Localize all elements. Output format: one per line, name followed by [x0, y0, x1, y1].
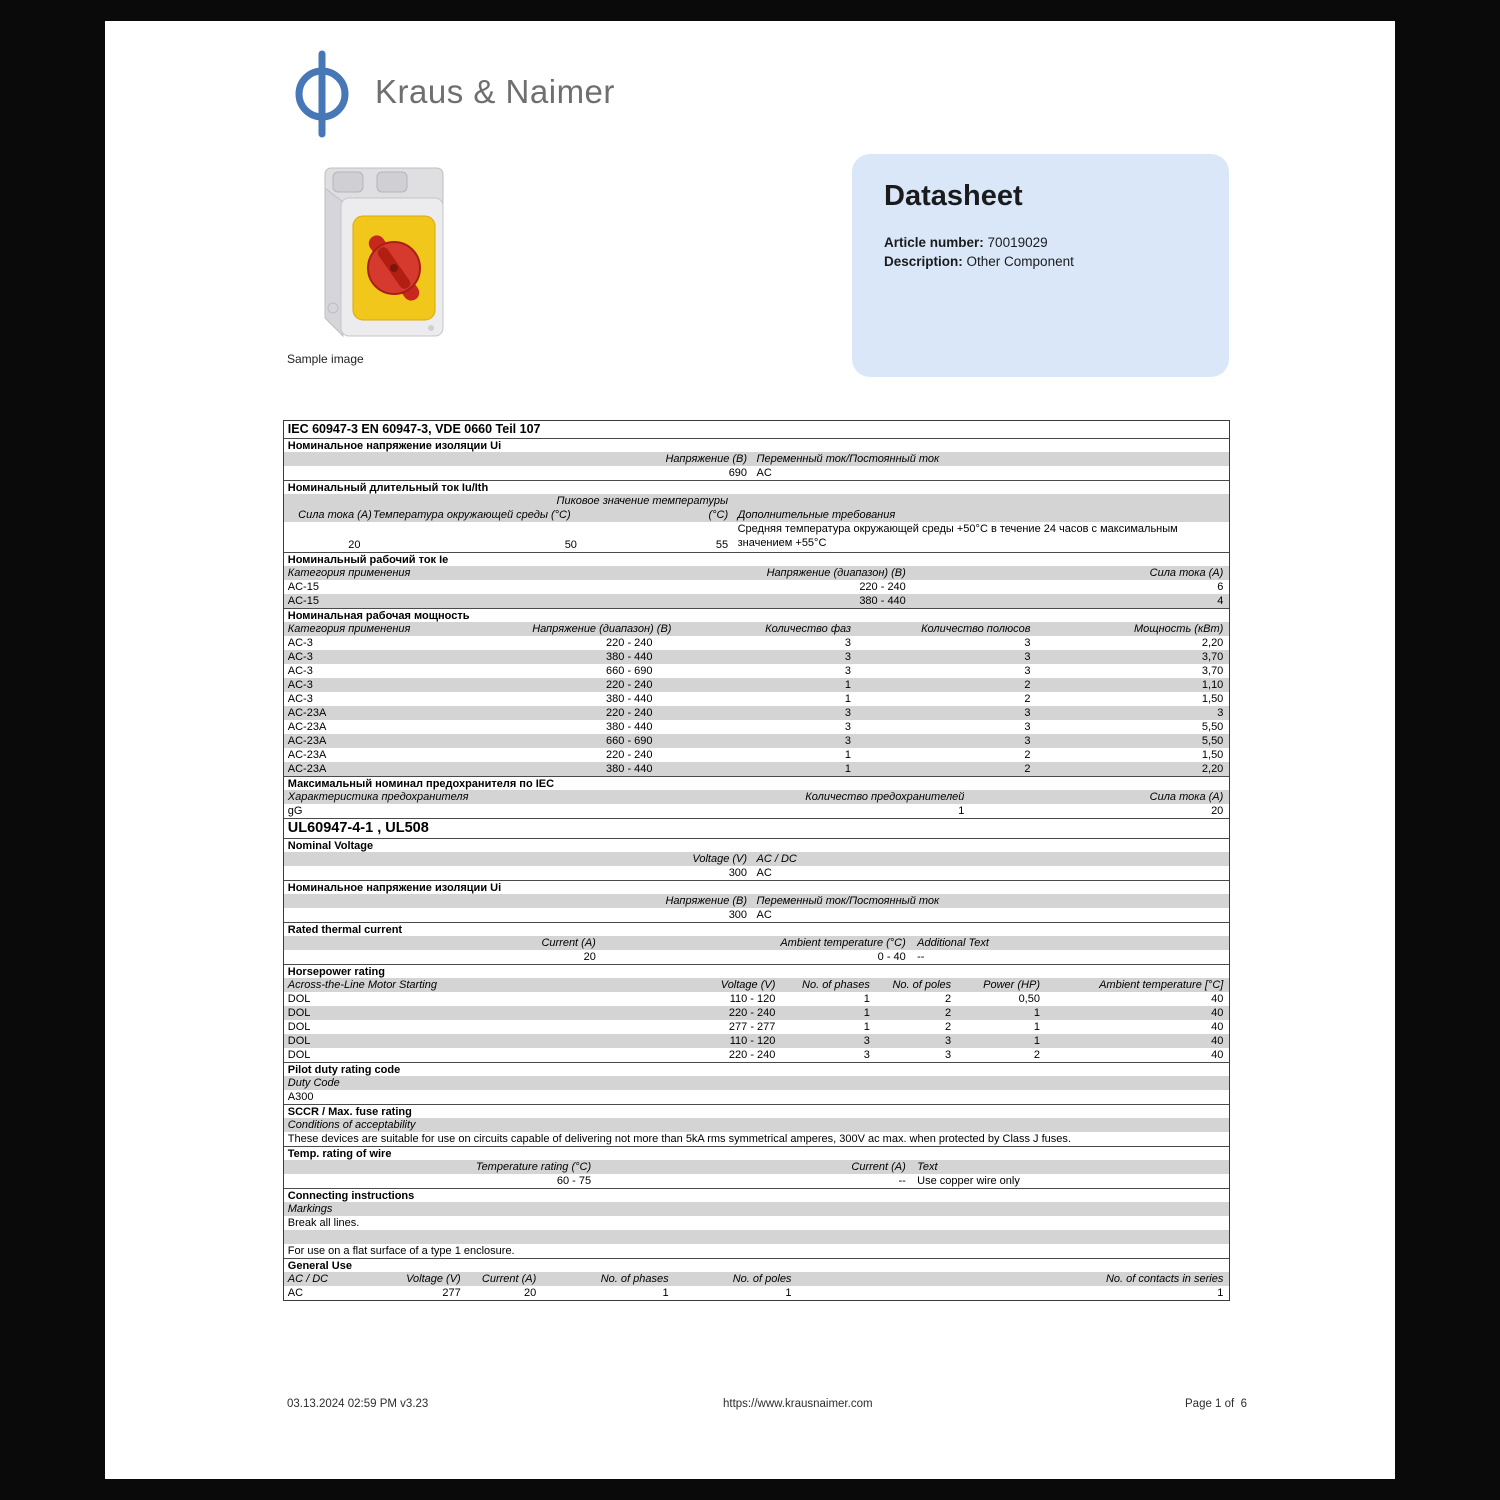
table-row	[284, 936, 1229, 950]
table-cell: Номинальный длительный ток Iu/Ith	[287, 482, 489, 494]
table-cell: Connecting instructions	[287, 1190, 415, 1202]
table-cell: AC-3	[287, 651, 313, 663]
table-row	[284, 804, 1229, 818]
table-cell: 40	[1211, 1049, 1224, 1061]
table-cell: Current (A)	[851, 1161, 906, 1173]
table-cell: 40	[1211, 1007, 1224, 1019]
footer-url[interactable]: https://www.krausnaimer.com	[723, 1398, 873, 1410]
table-section-row	[284, 1188, 1229, 1202]
table-cell: 2	[1033, 1049, 1040, 1061]
table-row	[284, 650, 1229, 664]
table-row	[284, 522, 1229, 552]
table-cell: Temp. rating of wire	[287, 1148, 392, 1160]
table-cell: 4	[1217, 595, 1224, 607]
table-row	[284, 1160, 1229, 1174]
table-cell: No. of phases	[802, 979, 870, 991]
description-label: Description:	[884, 254, 963, 269]
table-cell: Количество полюсов	[921, 623, 1031, 635]
table-section-row	[284, 964, 1229, 978]
table-row	[284, 664, 1229, 678]
table-section-row	[284, 1146, 1229, 1160]
table-cell: 300	[728, 867, 748, 879]
table-cell: DOL	[287, 1021, 311, 1033]
table-cell: DOL	[287, 1049, 311, 1061]
table-cell: 1	[1033, 1007, 1040, 1019]
sample-image-caption: Sample image	[287, 352, 364, 366]
table-cell: Voltage (V)	[720, 979, 776, 991]
table-row	[284, 452, 1229, 466]
table-section-row	[284, 838, 1229, 852]
table-cell: These devices are suitable for use on circuits capable of delivering not more than 5kA rms symmetrical amperes, 300V ac max. when protected by Class J fuses.	[287, 1133, 1071, 1145]
table-cell: 660 - 690	[606, 735, 653, 747]
article-number-label: Article number:	[884, 235, 984, 250]
table-cell: 2,20	[1201, 763, 1224, 775]
table-cell: 220 - 240	[606, 749, 653, 761]
table-cell: 277 - 277	[728, 1021, 776, 1033]
table-cell: 380 - 440	[606, 763, 653, 775]
table-cell: 3	[844, 707, 851, 719]
table-row	[284, 622, 1229, 636]
table-row	[284, 748, 1229, 762]
table-cell: Дополнительные требования	[737, 509, 896, 521]
table-row	[284, 678, 1229, 692]
table-row	[284, 508, 1229, 522]
table-cell: No. of phases	[600, 1273, 669, 1285]
description-value: Other Component	[966, 254, 1074, 269]
table-cell: AC-3	[287, 679, 313, 691]
table-cell: 1	[863, 1007, 870, 1019]
table-cell: AC-23A	[287, 735, 327, 747]
table-row	[284, 950, 1229, 964]
table-cell: 20	[583, 951, 596, 963]
spec-table	[283, 420, 1230, 1301]
table-section-row	[284, 1062, 1229, 1076]
table-row	[284, 692, 1229, 706]
table-row	[284, 1216, 1229, 1230]
table-cell: Ambient temperature (°C)	[780, 937, 906, 949]
table-cell: AC-23A	[287, 721, 327, 733]
footer-date: 03.13.2024 02:59 PM v3.23	[287, 1398, 429, 1410]
table-cell: Максимальный номинал предохранителя по IEC	[287, 778, 555, 790]
datasheet-card	[852, 154, 1229, 377]
table-cell: 1	[844, 693, 851, 705]
table-cell: Power (HP)	[983, 979, 1040, 991]
table-row	[284, 636, 1229, 650]
table-row	[284, 466, 1229, 480]
table-row	[284, 594, 1229, 608]
table-cell: 1	[958, 805, 965, 817]
table-cell: 380 - 440	[606, 651, 653, 663]
table-cell: Пиковое значение температуры	[556, 495, 729, 507]
table-row	[284, 1132, 1229, 1146]
table-cell: Количество предохранителей	[805, 791, 965, 803]
table-cell: Across-the-Line Motor Starting	[287, 979, 437, 991]
table-section-row	[284, 922, 1229, 936]
table-cell: 50	[564, 539, 577, 551]
table-cell: AC / DC	[287, 1273, 329, 1285]
switch-enclosure-illustration	[303, 158, 453, 343]
table-row	[284, 762, 1229, 776]
card-title: Datasheet	[884, 180, 1023, 212]
table-cell: 3	[844, 735, 851, 747]
table-cell: 660 - 690	[606, 665, 653, 677]
table-section-row	[284, 552, 1229, 566]
table-row	[284, 1244, 1229, 1258]
table-cell: AC / DC	[756, 853, 797, 865]
table-row	[284, 1006, 1229, 1020]
article-number-value: 70019029	[987, 235, 1048, 250]
table-cell: 1,50	[1201, 749, 1224, 761]
table-cell: AC-23A	[287, 763, 327, 775]
table-cell: 2	[945, 1007, 952, 1019]
brand-logo	[289, 50, 355, 138]
phi-logo-icon	[289, 50, 355, 138]
table-cell: AC-15	[287, 595, 319, 607]
table-cell: AC-3	[287, 665, 313, 677]
table-section-row	[284, 818, 1229, 838]
table-cell: 1	[1033, 1021, 1040, 1033]
product-sample-image	[303, 158, 453, 348]
table-cell: 690	[728, 467, 748, 479]
table-cell: UL60947-4-1 , UL508	[287, 820, 429, 836]
table-cell: 1	[844, 763, 851, 775]
table-cell: For use on a flat surface of a type 1 enclosure.	[287, 1245, 515, 1257]
table-cell: Сила тока (A)	[1149, 791, 1224, 803]
table-cell: 3	[863, 1049, 870, 1061]
table-cell: No. of contacts in series	[1105, 1273, 1224, 1285]
table-cell: Horsepower rating	[287, 966, 385, 978]
table-cell: Break all lines.	[287, 1217, 360, 1229]
table-cell: Pilot duty rating code	[287, 1064, 401, 1076]
table-cell: Markings	[287, 1203, 333, 1215]
table-cell: 110 - 120	[729, 1035, 776, 1047]
table-cell: 3	[945, 1049, 952, 1061]
table-cell: 1	[863, 993, 870, 1005]
table-cell: 1	[662, 1287, 669, 1299]
table-cell: 2	[1024, 749, 1031, 761]
table-cell: Характеристика предохранителя	[287, 791, 469, 803]
table-row	[284, 992, 1229, 1006]
table-cell: 1	[785, 1287, 792, 1299]
table-cell: Переменный ток/Постоянный ток	[756, 895, 940, 907]
table-section-row	[284, 421, 1229, 438]
table-cell: AC	[756, 909, 772, 921]
table-section-row	[284, 880, 1229, 894]
table-cell: 220 - 240	[606, 679, 653, 691]
table-cell: Temperature rating (°C)	[475, 1161, 592, 1173]
table-cell: DOL	[287, 1007, 311, 1019]
table-cell: 3	[1024, 665, 1031, 677]
table-row	[284, 978, 1229, 992]
table-row	[284, 908, 1229, 922]
table-cell: 20	[1211, 805, 1224, 817]
table-cell: 220 - 240	[606, 707, 653, 719]
table-cell: Номинальное напряжение изоляции Ui	[287, 440, 502, 452]
table-cell: Text	[917, 1161, 938, 1173]
table-row	[284, 566, 1229, 580]
table-cell: Средняя температура окружающей среды +50°C в течение 24 часов с максимальным значением +55°C	[737, 523, 1178, 549]
table-cell: 60 - 75	[556, 1175, 592, 1187]
table-cell: 5,50	[1201, 721, 1224, 733]
table-cell: AC-3	[287, 637, 313, 649]
table-cell: 3	[1217, 707, 1224, 719]
table-cell: 2	[1024, 679, 1031, 691]
table-cell: 3,70	[1201, 665, 1224, 677]
table-cell: 40	[1211, 993, 1224, 1005]
table-cell: 110 - 120	[729, 993, 776, 1005]
table-row	[284, 1174, 1229, 1188]
table-cell: 3	[844, 651, 851, 663]
table-row	[284, 1090, 1229, 1104]
table-cell: Additional Text	[917, 937, 989, 949]
table-cell: AC-23A	[287, 749, 327, 761]
table-cell: 220 - 240	[728, 1007, 776, 1019]
table-cell: AC	[756, 467, 772, 479]
table-cell: Номинальная рабочая мощность	[287, 610, 470, 622]
table-row	[284, 790, 1229, 804]
table-cell: 55	[715, 539, 729, 551]
description-line	[884, 252, 1229, 271]
table-cell: No. of poles	[892, 979, 952, 991]
table-cell: 1	[1217, 1287, 1224, 1299]
table-cell: Ambient temperature [°C]	[1099, 979, 1224, 991]
table-cell: 2	[1024, 763, 1031, 775]
table-cell: Rated thermal current	[287, 924, 403, 936]
table-section-row	[284, 1258, 1229, 1272]
table-cell: 3	[945, 1035, 952, 1047]
table-cell: Use copper wire only	[917, 1175, 1020, 1187]
table-cell: Переменный ток/Постоянный ток	[756, 453, 940, 465]
table-cell: AC-15	[287, 581, 319, 593]
table-cell: Напряжение (В)	[665, 453, 748, 465]
table-row	[284, 1034, 1229, 1048]
table-cell: 3	[1024, 735, 1031, 747]
table-cell: 2	[1024, 693, 1031, 705]
table-cell: Номинальное напряжение изоляции Ui	[287, 882, 502, 894]
table-cell: Voltage (V)	[406, 1273, 461, 1285]
table-section-row	[284, 776, 1229, 790]
table-row	[284, 1272, 1229, 1286]
table-cell: 5,50	[1201, 735, 1224, 747]
table-cell: 0,50	[1018, 993, 1040, 1005]
table-cell: 20	[524, 1287, 537, 1299]
table-cell: DOL	[287, 1035, 311, 1047]
table-row	[284, 866, 1229, 880]
table-cell: Напряжение (диапазон) (В)	[766, 567, 906, 579]
table-cell: AC-23A	[287, 707, 327, 719]
table-cell: Напряжение (В)	[665, 895, 748, 907]
table-row	[284, 1230, 1229, 1244]
table-cell: General Use	[287, 1260, 352, 1272]
table-cell: 1	[1033, 1035, 1040, 1047]
table-cell: 3,70	[1201, 651, 1224, 663]
table-cell: --	[898, 1175, 906, 1187]
table-cell: A300	[287, 1091, 314, 1103]
table-row	[284, 734, 1229, 748]
table-cell: 1	[844, 749, 851, 761]
table-row	[284, 894, 1229, 908]
table-row	[284, 1202, 1229, 1216]
table-cell: 2,20	[1201, 637, 1224, 649]
table-cell: 3	[1024, 707, 1031, 719]
table-cell: 20	[348, 539, 361, 551]
table-cell: 1	[863, 1021, 870, 1033]
table-row	[284, 1020, 1229, 1034]
table-cell: 2	[945, 993, 952, 1005]
table-cell: Nominal Voltage	[287, 840, 374, 852]
table-section-row	[284, 1104, 1229, 1118]
footer-page: Page 1 of 6	[1185, 1398, 1248, 1410]
table-cell: AC-3	[287, 693, 313, 705]
table-cell: Current (A)	[481, 1273, 537, 1285]
article-number-line	[884, 233, 1229, 252]
table-cell: No. of poles	[732, 1273, 792, 1285]
table-cell: 40	[1211, 1035, 1224, 1047]
table-cell: 380 - 440	[606, 693, 653, 705]
table-cell: 3	[844, 721, 851, 733]
table-cell: 1,50	[1201, 693, 1224, 705]
table-cell: 3	[863, 1035, 870, 1047]
table-cell: Duty Code	[287, 1077, 340, 1089]
brand-name: Kraus & Naimer	[375, 73, 615, 110]
table-cell: Количество фаз	[765, 623, 851, 635]
table-cell: 3	[1024, 651, 1031, 663]
table-cell: 3	[844, 637, 851, 649]
table-cell: 1	[844, 679, 851, 691]
table-cell: Температура окружающей среды (°C)	[372, 509, 571, 521]
table-cell: 0 - 40	[877, 951, 906, 963]
table-cell: gG	[287, 805, 303, 817]
table-row	[284, 706, 1229, 720]
table-cell: Мощность (кВт)	[1133, 623, 1224, 635]
table-cell: 3	[844, 665, 851, 677]
table-cell: 380 - 440	[606, 721, 653, 733]
table-cell: Категория применения	[287, 623, 411, 635]
table-cell: 380 - 440	[859, 595, 906, 607]
table-row	[284, 494, 1229, 508]
table-row	[284, 720, 1229, 734]
table-cell: Current (A)	[541, 937, 596, 949]
table-cell: SCCR / Max. fuse rating	[287, 1106, 412, 1118]
table-cell: Категория применения	[287, 567, 411, 579]
table-row	[284, 1076, 1229, 1090]
table-cell: 220 - 240	[606, 637, 653, 649]
table-cell: Voltage (V)	[692, 853, 748, 865]
table-cell: Номинальный рабочий ток Ie	[287, 554, 449, 566]
table-section-row	[284, 480, 1229, 494]
table-cell: IEC 60947-3 EN 60947-3, VDE 0660 Teil 107	[287, 422, 541, 436]
table-cell: 3	[1024, 637, 1031, 649]
table-row	[284, 1048, 1229, 1062]
table-cell: 277	[442, 1287, 461, 1299]
table-cell: Conditions of acceptability	[287, 1119, 416, 1131]
table-cell: Сила тока (A)	[1149, 567, 1224, 579]
table-cell: 2	[945, 1021, 952, 1033]
table-cell: 1,10	[1201, 679, 1224, 691]
table-cell: 300	[728, 909, 748, 921]
table-row	[284, 852, 1229, 866]
table-cell: --	[917, 951, 925, 963]
table-section-row	[284, 438, 1229, 452]
table-section-row	[284, 608, 1229, 622]
table-cell: 220 - 240	[859, 581, 906, 593]
table-cell: DOL	[287, 993, 311, 1005]
table-cell: Сила тока (A)	[298, 509, 372, 521]
table-cell: AC	[756, 867, 772, 879]
table-cell: 3	[1024, 721, 1031, 733]
table-row	[284, 1118, 1229, 1132]
table-row	[284, 1286, 1229, 1300]
table-cell: 6	[1217, 581, 1224, 593]
table-cell: 220 - 240	[728, 1049, 776, 1061]
table-row	[284, 580, 1229, 594]
table-cell: (°C)	[708, 509, 729, 521]
table-cell: AC	[287, 1287, 304, 1299]
table-cell: Напряжение (диапазон) (В)	[532, 623, 672, 635]
table-cell: 40	[1211, 1021, 1224, 1033]
